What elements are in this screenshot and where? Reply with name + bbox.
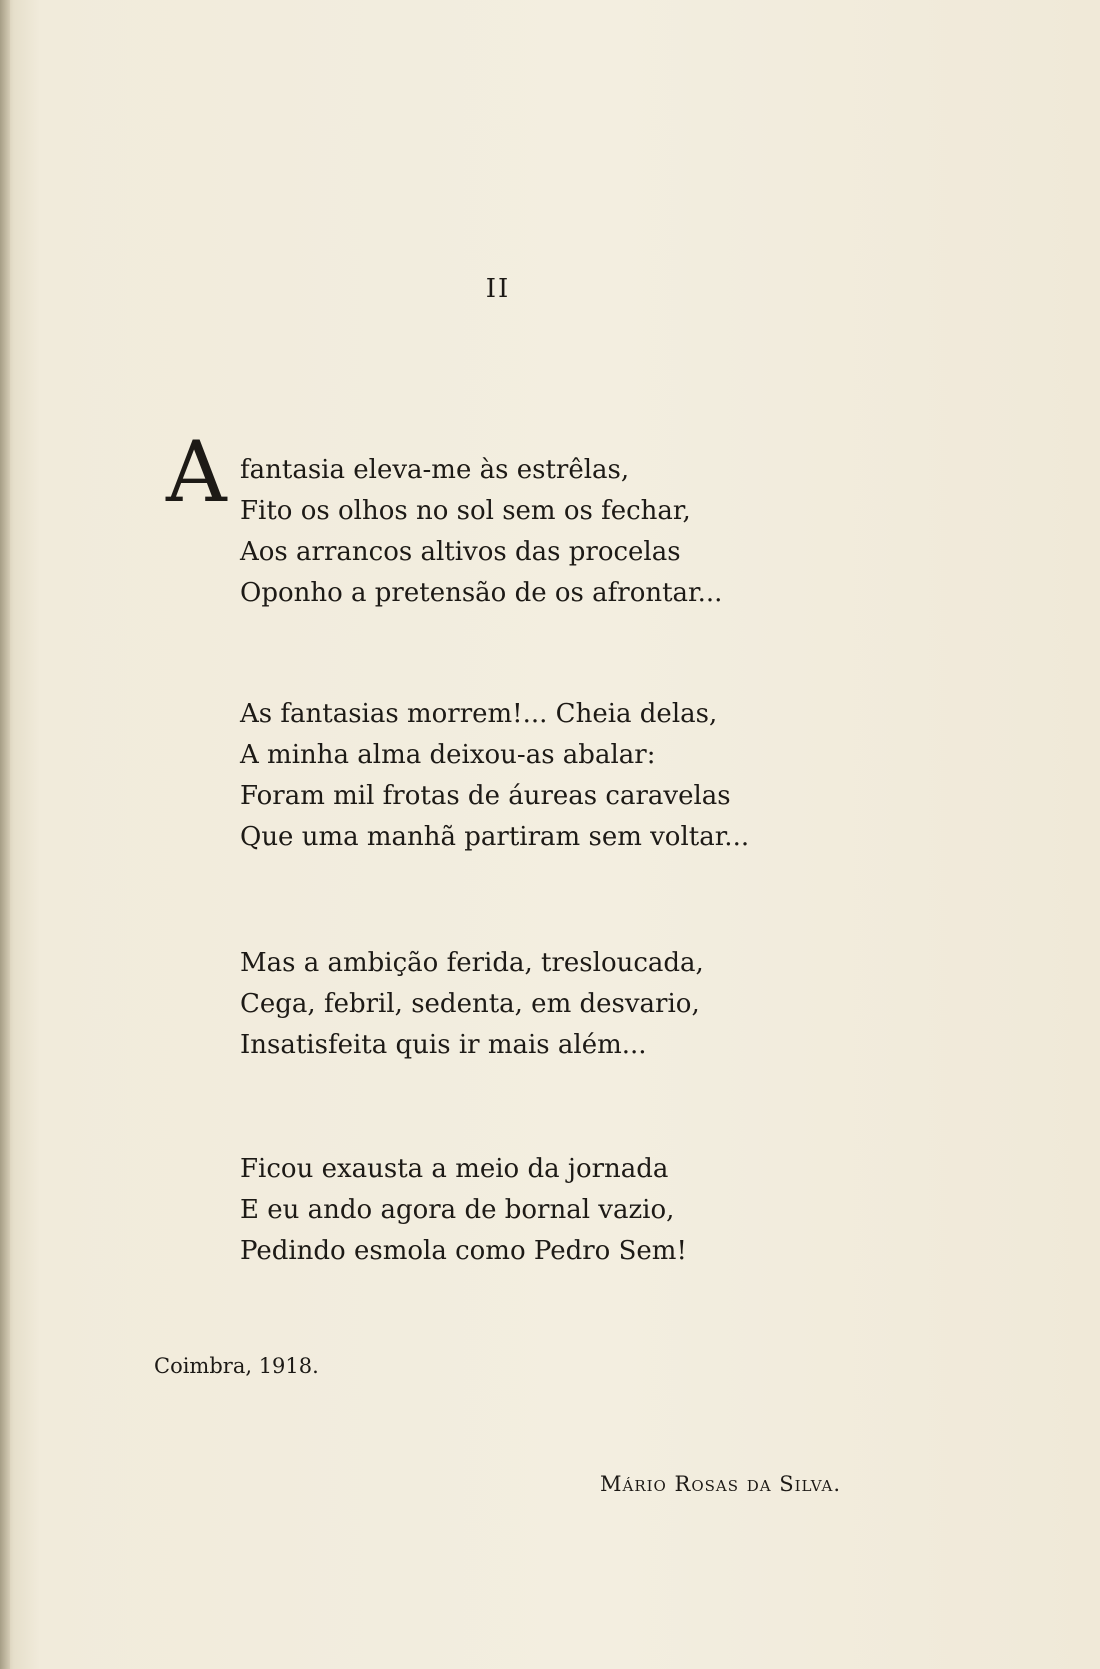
poem-line: Oponho a pretensão de os afrontar... bbox=[240, 578, 723, 608]
poem-line: Ficou exausta a meio da jornada bbox=[240, 1154, 669, 1184]
page-edge-shadow bbox=[0, 0, 10, 1669]
poem-line: fantasia eleva-me às estrêlas, bbox=[240, 455, 630, 485]
poem-line: Foram mil frotas de áureas caravelas bbox=[240, 781, 731, 811]
poem-line: E eu ando agora de bornal vazio, bbox=[240, 1195, 675, 1225]
stanza-3 bbox=[240, 943, 704, 1066]
poem-line: Fito os olhos no sol sem os fechar, bbox=[240, 496, 691, 526]
poem-line: Mas a ambição ferida, tresloucada, bbox=[240, 948, 704, 978]
poem-line: Insatisfeita quis ir mais além... bbox=[240, 1030, 647, 1060]
stanza-4 bbox=[240, 1149, 687, 1272]
stanza-2 bbox=[240, 694, 749, 858]
poem-line: A minha alma deixou-as abalar: bbox=[240, 740, 656, 770]
section-number: II bbox=[485, 274, 511, 304]
poem-line: As fantasias morrem!... Cheia delas, bbox=[240, 699, 718, 729]
poem-line: Que uma manhã partiram sem voltar... bbox=[240, 822, 750, 852]
author-signature: Mário Rosas da Silva. bbox=[600, 1472, 842, 1496]
poem-line: Cega, febril, sedenta, em desvario, bbox=[240, 989, 700, 1019]
drop-cap: A bbox=[166, 423, 227, 521]
stanza-1 bbox=[240, 450, 722, 614]
poem-line: Pedindo esmola como Pedro Sem! bbox=[240, 1236, 687, 1266]
poem-line: Aos arrancos altivos das procelas bbox=[240, 537, 681, 567]
place-date: Coimbra, 1918. bbox=[154, 1354, 319, 1378]
